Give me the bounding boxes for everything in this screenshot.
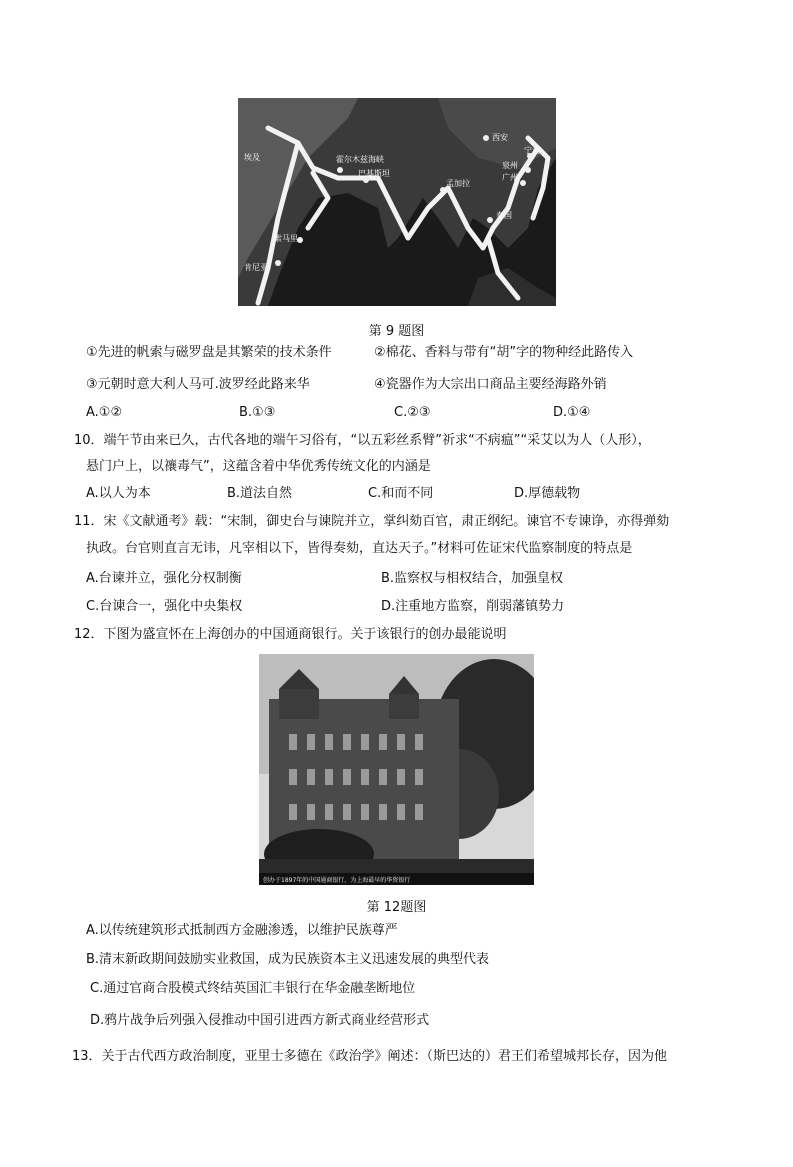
city-dot-hormuz	[337, 167, 343, 173]
q9-item-3: ③元朝时意大利人马可.波罗经此路来华	[86, 377, 310, 392]
city-dot-quanzhou	[525, 167, 531, 173]
q10-option-a[interactable]: A.以人为本	[86, 486, 151, 501]
silk-road-map	[238, 98, 556, 306]
city-dot-thailand	[487, 217, 493, 223]
q9-item-2: ②棉花、香料与带有“胡”字的物种经此路传入	[374, 345, 634, 360]
q13-stem-line1: 13．关于古代西方政治制度，亚里士多德在《政治学》阐述：（斯巴达的）君王们希望城邦长存，因为他	[72, 1049, 668, 1064]
map-label-hormuz: 霍尔木兹海峡	[336, 155, 384, 164]
q12-option-d[interactable]: D.鸦片战争后列强入侵推动中国引进西方新式商业经营形式	[90, 1013, 430, 1028]
q11-option-d[interactable]: D.注重地方监察，削弱藩镇势力	[381, 599, 565, 614]
q12-option-b[interactable]: B.清末新政期间鼓励实业救国，成为民族资本主义迅速发展的典型代表	[86, 952, 490, 967]
map-label-somalia: 索马里	[274, 234, 298, 243]
q11-option-a[interactable]: A.台谏并立，强化分权制衡	[86, 571, 242, 586]
q10-stem-line1: 10．端午节由来已久，古代各地的端午习俗有，“以五彩丝系臂”祈求“不病瘟”“采艾以为人（人形），	[74, 433, 651, 448]
q10-option-d[interactable]: D.厚德载物	[514, 486, 581, 501]
city-dot-kenya	[275, 260, 281, 266]
map-label-quanzhou: 泉州	[502, 161, 518, 170]
map-label-pakistan: 巴基斯坦	[358, 169, 390, 178]
q9-option-a[interactable]: A.①②	[86, 405, 123, 420]
bank-photo-svg	[259, 654, 534, 885]
q9-option-b[interactable]: B.①③	[239, 405, 276, 420]
q10-option-c[interactable]: C.和而不同	[368, 486, 434, 501]
figure-12-caption: 第 12题图	[366, 900, 427, 915]
map-label-guangzhou: 广州	[502, 173, 518, 182]
q9-option-d[interactable]: D.①④	[553, 405, 591, 420]
figure-9-caption: 第 9 题图	[368, 324, 425, 339]
map-svg	[238, 98, 556, 306]
q12-option-c[interactable]: C.通过官商合股模式终结英国汇丰银行在华金融垄断地位	[90, 981, 416, 996]
q10-option-b[interactable]: B.道法自然	[227, 486, 293, 501]
q11-stem-line2: 执政。台官则直言无讳，凡宰相以下，皆得奏劾，直达天子。”材料可佐证宋代监察制度的特点是	[86, 541, 633, 556]
q9-item-4: ④瓷器作为大宗出口商品主要经海路外销	[374, 377, 607, 392]
q10-stem-line2: 悬门户上，以禳毒气”，这蕴含着中华优秀传统文化的内涵是	[86, 459, 431, 474]
map-label-xian: 西安	[492, 133, 508, 142]
q11-option-c[interactable]: C.台谏合一，强化中央集权	[86, 599, 243, 614]
city-dot-guangzhou	[520, 180, 526, 186]
q11-stem-line1: 11．宋《文献通考》载：“宋制，御史台与谏院并立，掌纠劾百官，肃正纲纪。谏官不专谏诤，亦得弹劾	[74, 514, 670, 529]
q9-item-1: ①先进的帆索与磁罗盘是其繁荣的技术条件	[86, 345, 332, 360]
map-label-egypt: 埃及	[244, 153, 260, 162]
q12-option-a[interactable]: A.以传统建筑形式抵制西方金融渗透，以维护民族尊严	[86, 923, 398, 938]
map-label-kenya: 肯尼亚	[244, 263, 268, 272]
q9-option-c[interactable]: C.②③	[394, 405, 431, 420]
map-label-bangladesh: 孟加拉	[446, 179, 470, 188]
q12-stem: 12．下图为盛宣怀在上海创办的中国通商银行。关于该银行的创办最能说明	[74, 627, 507, 642]
city-dot-xian	[483, 135, 489, 141]
map-label-thailand: 泰国	[496, 211, 512, 220]
bank-photo	[259, 654, 534, 885]
q11-option-b[interactable]: B.监察权与相权结合，加强皇权	[381, 571, 564, 586]
bank-photo-caption: 创办于1897年的中国通商银行，为上海最早的华资银行	[263, 877, 411, 884]
map-label-ningbo: 宁波	[524, 146, 540, 155]
